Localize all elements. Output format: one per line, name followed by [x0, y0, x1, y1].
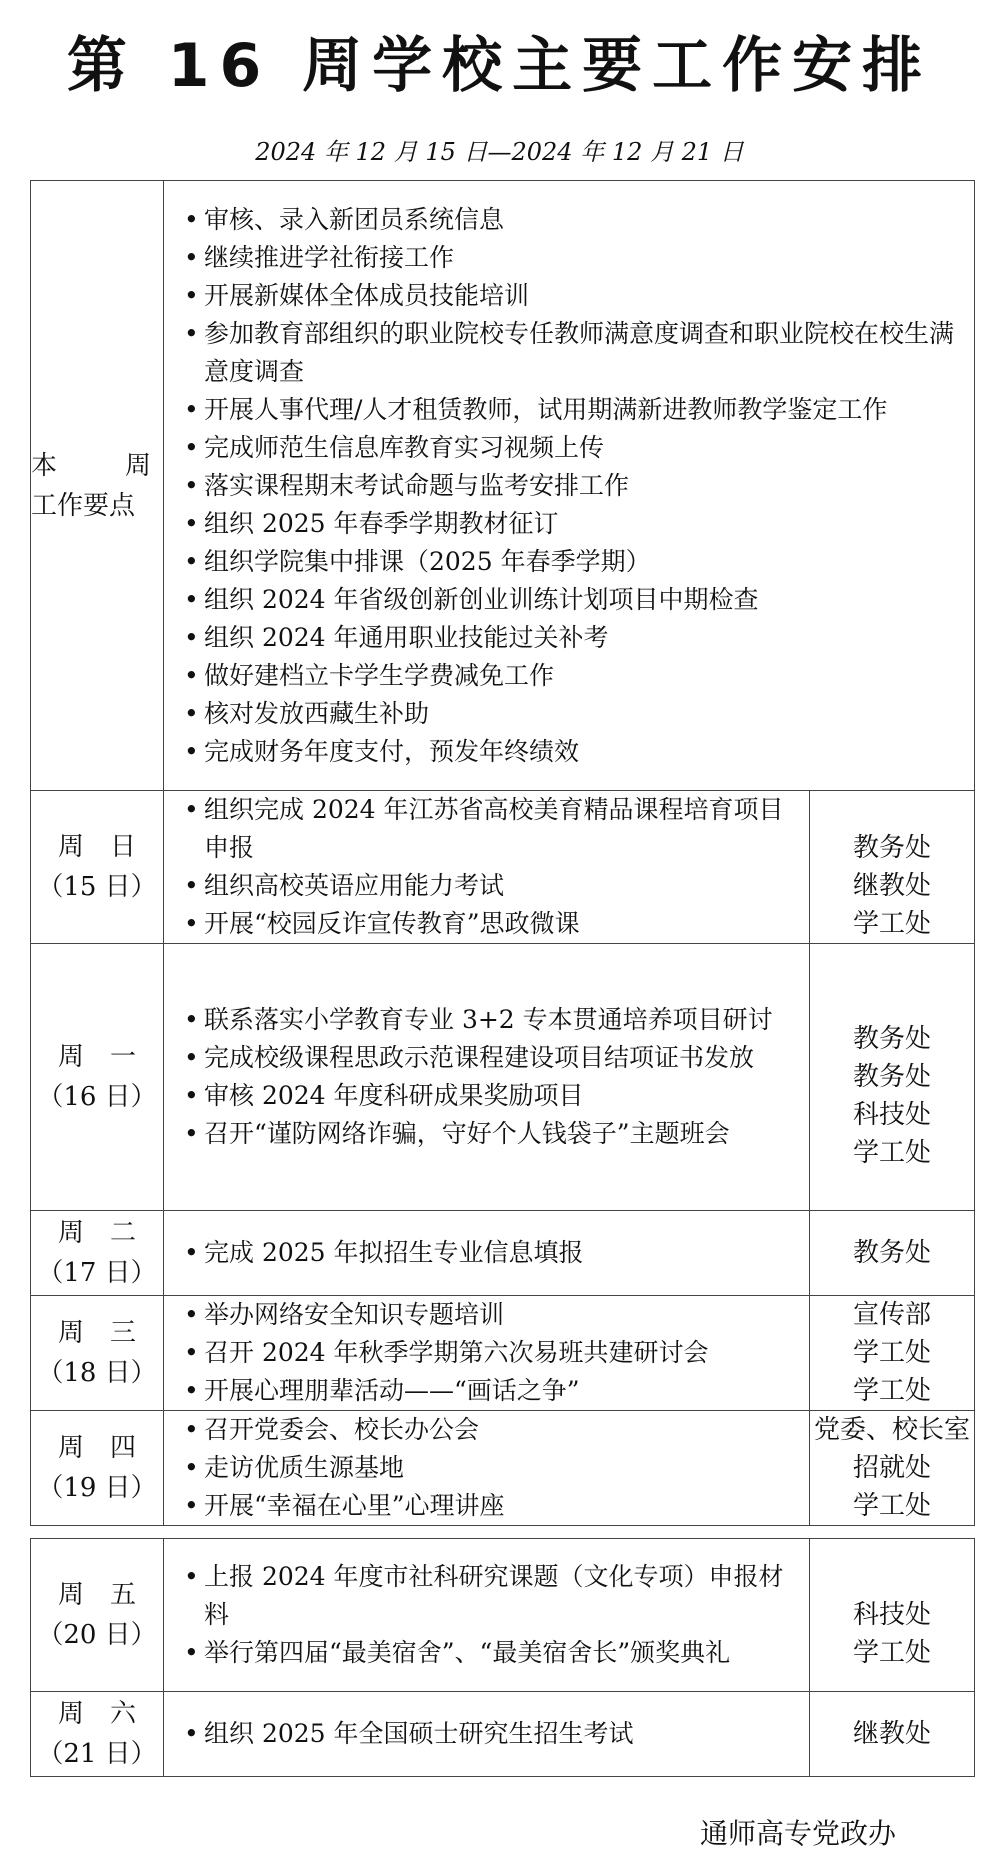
day-date: （15 日） — [37, 872, 157, 902]
day-row — [31, 791, 975, 944]
keypoint-item: • 做好建档立卡学生学费减免工作 — [184, 657, 968, 695]
day-items-list — [164, 1296, 809, 1410]
day-label — [31, 1411, 164, 1526]
schedule-table-lower — [30, 1538, 975, 1777]
department: 学工处 — [853, 1138, 932, 1168]
keypoint-item: • 开展新媒体全体成员技能培训 — [184, 277, 968, 315]
day-row — [31, 1211, 975, 1296]
task-item: • 组织 2025 年全国硕士研究生招生考试 — [184, 1715, 803, 1753]
keypoint-item: • 参加教育部组织的职业院校专任教师满意度调查和职业院校在校生满意度调查 — [184, 315, 968, 391]
day-label — [31, 944, 164, 1211]
department: 学工处 — [853, 1491, 932, 1521]
task-item: • 开展“幸福在心里”心理讲座 — [184, 1487, 803, 1525]
department: 继教处 — [853, 871, 932, 901]
department-cell — [810, 1296, 975, 1411]
department: 教务处 — [853, 1024, 932, 1054]
day-date: （19 日） — [37, 1473, 157, 1503]
department-cell — [810, 944, 975, 1211]
day-items-list — [164, 1715, 809, 1753]
task-item: • 开展心理朋辈活动——“画话之争” — [184, 1372, 803, 1410]
day-items-list — [164, 1411, 809, 1525]
day-date: （21 日） — [37, 1739, 157, 1769]
day-label — [31, 1211, 164, 1296]
department: 宣传部 — [853, 1300, 932, 1330]
day-items-cell — [164, 1539, 810, 1692]
task-item: • 召开“谨防网络诈骗，守好个人钱袋子”主题班会 — [184, 1115, 803, 1153]
day-label — [31, 1296, 164, 1411]
day-items-cell — [164, 1211, 810, 1296]
day-row — [31, 1296, 975, 1411]
day-items-list — [164, 1558, 809, 1672]
task-item: • 完成 2025 年拟招生专业信息填报 — [184, 1234, 803, 1272]
department: 继教处 — [852, 1719, 931, 1749]
day-items-list — [164, 791, 809, 943]
day-items-cell — [164, 1411, 810, 1526]
day-name: 周 五 — [57, 1580, 136, 1610]
day-name: 周 一 — [57, 1042, 136, 1072]
day-date: （20 日） — [37, 1620, 157, 1650]
department-cell — [810, 1211, 975, 1296]
keypoint-item: • 落实课程期末考试命题与监考安排工作 — [184, 467, 968, 505]
department-cell — [810, 1411, 975, 1526]
day-name: 周 三 — [57, 1318, 136, 1348]
day-items-cell — [164, 944, 810, 1211]
day-items-list — [164, 1234, 809, 1272]
task-item: • 召开党委会、校长办公会 — [184, 1411, 803, 1449]
keypoint-item: • 完成财务年度支付，预发年终绩效 — [184, 733, 968, 771]
task-item: • 上报 2024 年度市社科研究课题（文化专项）申报材料 — [184, 1558, 803, 1634]
task-item: • 组织完成 2024 年江苏省高校美育精品课程培育项目申报 — [184, 791, 803, 867]
day-row — [31, 1411, 975, 1526]
task-item: • 召开 2024 年秋季学期第六次易班共建研讨会 — [184, 1334, 803, 1372]
day-name: 周 四 — [57, 1433, 136, 1463]
day-row — [31, 1692, 975, 1777]
keypoint-item: • 审核、录入新团员系统信息 — [184, 201, 968, 239]
day-name: 周 六 — [57, 1699, 136, 1729]
day-items-list — [164, 1001, 809, 1153]
department: 党委、校长室 — [814, 1415, 971, 1445]
department: 学工处 — [852, 1638, 931, 1668]
keypoint-item: • 组织学院集中排课（2025 年春季学期） — [184, 543, 968, 581]
department: 招就处 — [853, 1453, 932, 1483]
task-item: • 组织高校英语应用能力考试 — [184, 867, 803, 905]
task-item: • 走访优质生源基地 — [184, 1449, 803, 1487]
day-date: （17 日） — [37, 1258, 157, 1288]
keypoints-label-char: 周 — [124, 450, 151, 481]
keypoint-item: • 组织 2024 年通用职业技能过关补考 — [184, 619, 968, 657]
department: 教务处 — [853, 1062, 932, 1092]
task-item: • 完成校级课程思政示范课程建设项目结项证书发放 — [184, 1039, 803, 1077]
issuer-signature: 通师高专党政办 — [700, 1817, 897, 1850]
day-name: 周 二 — [57, 1218, 136, 1248]
keypoint-item: • 继续推进学社衔接工作 — [184, 239, 968, 277]
keypoint-item: • 完成师范生信息库教育实习视频上传 — [184, 429, 968, 467]
day-date: （18 日） — [37, 1358, 157, 1388]
day-items-cell — [164, 791, 810, 944]
department-cell — [810, 791, 975, 944]
keypoints-label-char: 本 — [31, 450, 58, 481]
day-row — [31, 1539, 975, 1692]
date-range: 2024 年 12 月 15 日—2024 年 12 月 21 日 — [255, 138, 744, 166]
keypoints-row — [31, 181, 975, 791]
task-item: • 举办网络安全知识专题培训 — [184, 1296, 803, 1334]
schedule-table-upper — [30, 180, 975, 1526]
day-label — [31, 1539, 164, 1692]
keypoints-list — [164, 201, 974, 771]
department: 学工处 — [853, 1338, 932, 1368]
department: 教务处 — [853, 833, 932, 863]
keypoint-item: • 组织 2025 年春季学期教材征订 — [184, 505, 968, 543]
day-name: 周 日 — [57, 832, 136, 862]
day-date: （16 日） — [37, 1082, 157, 1112]
task-item: • 开展“校园反诈宣传教育”思政微课 — [184, 905, 803, 943]
department-cell — [810, 1692, 975, 1777]
task-item: • 举行第四届“最美宿舍”、“最美宿舍长”颁奖典礼 — [184, 1634, 803, 1672]
department: 教务处 — [853, 1238, 932, 1268]
task-item: • 联系落实小学教育专业 3+2 专本贯通培养项目研讨 — [184, 1001, 803, 1039]
keypoints-cell — [164, 181, 975, 791]
day-label — [31, 1692, 164, 1777]
keypoint-item: • 组织 2024 年省级创新创业训练计划项目中期检查 — [184, 581, 968, 619]
department: 科技处 — [852, 1600, 931, 1630]
task-item: • 审核 2024 年度科研成果奖励项目 — [184, 1077, 803, 1115]
department-cell — [810, 1539, 975, 1692]
department: 学工处 — [853, 909, 932, 939]
keypoints-label — [31, 181, 164, 791]
day-row — [31, 944, 975, 1211]
day-items-cell — [164, 1692, 810, 1777]
page-title: 第 16 周学校主要工作安排 — [66, 31, 933, 101]
day-label — [31, 791, 164, 944]
keypoint-item: • 开展人事代理/人才租赁教师，试用期满新进教师教学鉴定工作 — [184, 391, 968, 429]
day-items-cell — [164, 1296, 810, 1411]
keypoints-label-line: 工作要点 — [31, 490, 136, 521]
department: 科技处 — [853, 1100, 932, 1130]
keypoint-item: • 核对发放西藏生补助 — [184, 695, 968, 733]
department: 学工处 — [853, 1376, 932, 1406]
